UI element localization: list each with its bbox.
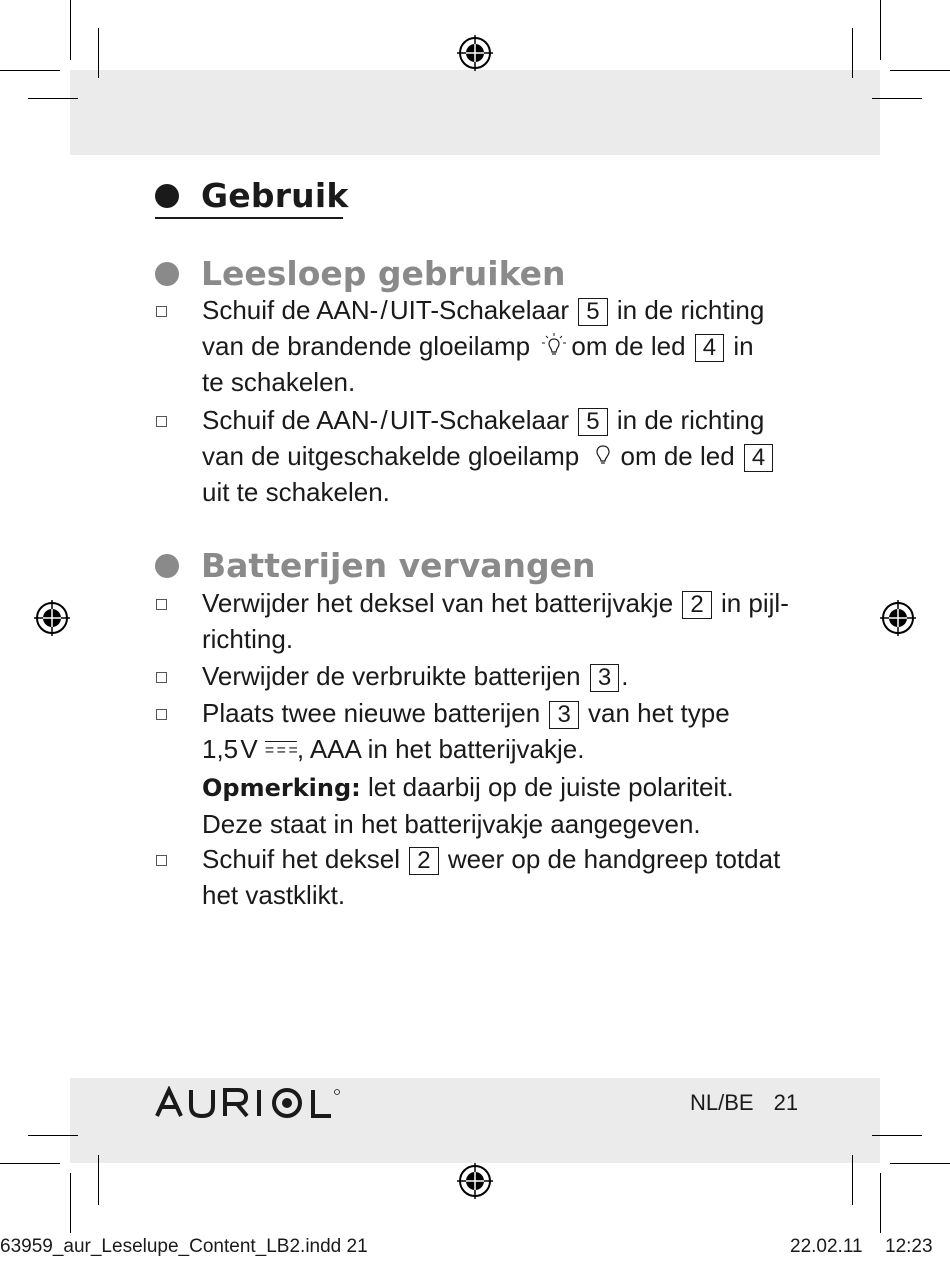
text: Verwijder de verbruikte batterijen — [202, 661, 588, 691]
crop-mark — [880, 1173, 881, 1233]
checkbox-bullet-icon — [156, 306, 167, 317]
text: in pijl- — [713, 588, 789, 618]
list-item — [155, 402, 815, 510]
note-text: Deze staat in het batterijvakje aangegeven. — [202, 809, 701, 839]
bullet-dot-icon — [155, 262, 179, 286]
section-heading — [155, 176, 349, 215]
note-label: Opmerking: — [202, 774, 361, 802]
checkbox-bullet-icon — [156, 599, 167, 610]
page-number: 21 — [773, 1090, 799, 1115]
part-reference: 5 — [578, 298, 607, 326]
bullet-dot-icon — [155, 554, 179, 578]
crop-mark — [28, 98, 78, 99]
registration-mark-icon — [457, 35, 493, 71]
checkbox-bullet-icon — [156, 709, 167, 720]
crop-mark — [70, 1173, 71, 1233]
subsection-heading — [155, 546, 596, 585]
text: richting. — [202, 624, 294, 654]
text: weer op de handgreep totdat — [440, 844, 781, 874]
text: Schuif de AAN- / UIT-Schakelaar — [202, 405, 577, 435]
slug-filename: 63959_aur_Leselupe_Content_LB2.indd 21 — [0, 1236, 368, 1257]
part-reference: 3 — [549, 701, 578, 729]
list-item — [155, 695, 815, 842]
text: om de led — [620, 441, 742, 471]
text: van de uitgeschakelde gloeilamp — [202, 441, 587, 471]
locale-label: NL/BE — [690, 1090, 754, 1115]
crop-mark — [890, 1163, 950, 1164]
text: Verwijder het deksel van het batterijvakje — [202, 588, 681, 618]
text: van de brandende gloeilamp — [202, 331, 538, 361]
checkbox-bullet-icon — [156, 672, 167, 683]
text: uit te schakelen. — [202, 477, 390, 507]
lit-bulb-icon — [540, 333, 568, 359]
text: in — [726, 331, 754, 361]
subsection-heading — [155, 254, 566, 293]
registration-mark-icon — [880, 600, 916, 636]
text: Schuif de AAN- / UIT-Schakelaar — [202, 295, 577, 325]
dc-symbol: = = = — [264, 742, 297, 759]
list-item — [155, 292, 815, 400]
text: van het type — [580, 698, 730, 728]
list-item — [155, 585, 815, 657]
unlit-bulb-icon — [589, 443, 617, 469]
subsection-title: Leesloep gebruiken — [201, 254, 566, 293]
crop-mark — [872, 1135, 922, 1136]
section-title: Gebruik — [201, 176, 349, 215]
auriol-logo — [155, 1086, 340, 1120]
text: om de led — [571, 331, 693, 361]
text: , AAA in het batterijvakje. — [296, 734, 585, 764]
crop-mark — [872, 98, 922, 99]
page-info — [690, 1090, 798, 1116]
registration-mark-icon — [34, 600, 70, 636]
part-reference: 5 — [578, 408, 607, 436]
slug-time: 12:23 — [885, 1236, 933, 1257]
checkbox-bullet-icon — [156, 855, 167, 866]
note-text: let daarbij op de juiste polariteit. — [360, 772, 734, 802]
slug-date: 22.02.11 — [790, 1236, 863, 1257]
text: in de richting — [609, 295, 765, 325]
crop-mark — [880, 0, 881, 60]
header-band — [70, 70, 880, 155]
text: Schuif het deksel — [202, 844, 408, 874]
part-reference: 4 — [744, 444, 773, 472]
part-reference: 2 — [682, 591, 711, 619]
part-reference: 2 — [409, 847, 438, 875]
text: te schakelen. — [202, 367, 356, 397]
part-reference: 4 — [695, 334, 724, 362]
registration-mark-icon — [457, 1163, 493, 1199]
text: 1,5 V — [202, 734, 265, 764]
crop-mark — [98, 28, 99, 78]
text: Plaats twee nieuwe batterijen — [202, 698, 548, 728]
list-item — [155, 841, 815, 913]
crop-mark — [70, 0, 71, 60]
bullet-dot-icon — [155, 184, 179, 208]
list-item — [155, 658, 815, 694]
crop-mark — [28, 1135, 78, 1136]
checkbox-bullet-icon — [156, 416, 167, 427]
text: . — [621, 661, 629, 691]
crop-mark — [98, 1155, 99, 1205]
text: het vastklikt. — [202, 880, 346, 910]
crop-mark — [890, 70, 950, 71]
heading-underline — [155, 217, 343, 219]
text: in de richting — [609, 405, 765, 435]
crop-mark — [0, 1163, 60, 1164]
crop-mark — [0, 70, 60, 71]
crop-mark — [852, 28, 853, 78]
crop-mark — [852, 1155, 853, 1205]
subsection-title: Batterijen vervangen — [201, 546, 596, 585]
part-reference: 3 — [590, 664, 619, 692]
